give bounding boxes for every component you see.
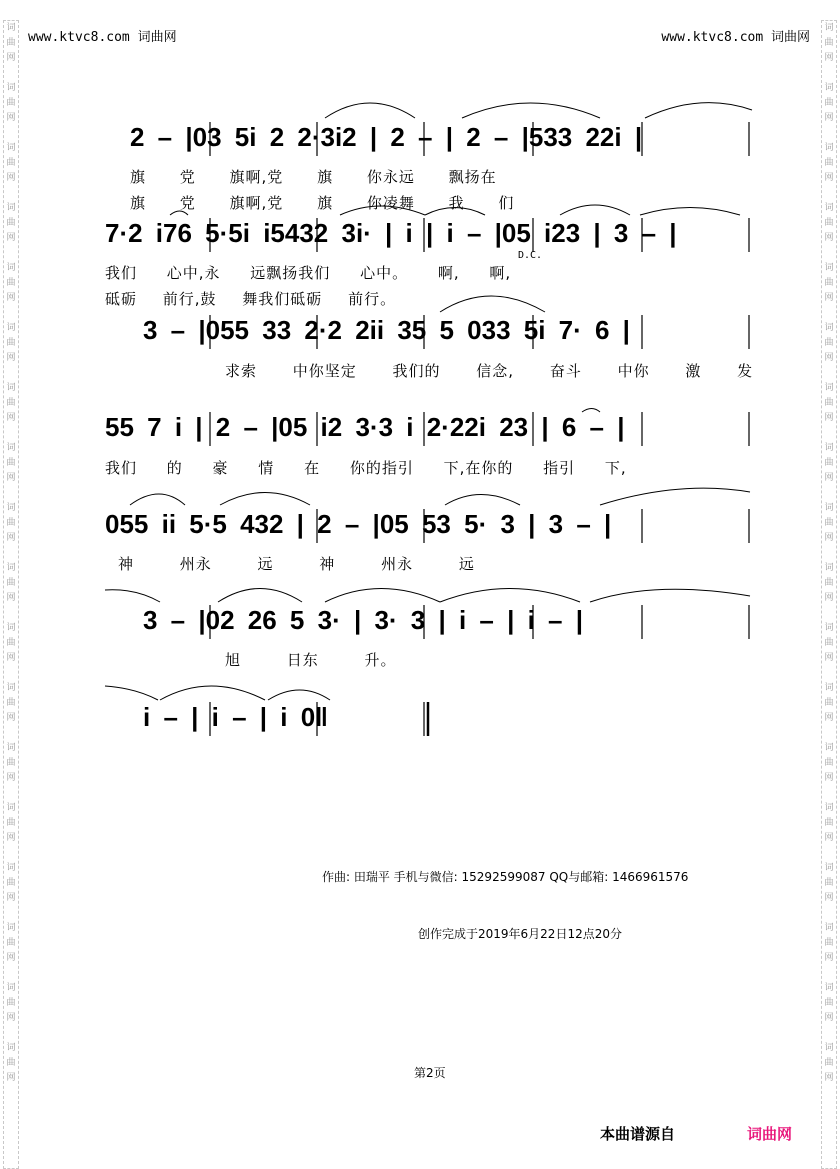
watermark-glyph: 词	[6, 803, 16, 813]
watermark-glyph: 网	[6, 1073, 16, 1083]
watermark-glyph: 网	[6, 113, 16, 123]
watermark-glyph: 词	[824, 803, 834, 813]
watermark-glyph: 词	[824, 203, 834, 213]
watermark-glyph: 词	[6, 923, 16, 933]
watermark-glyph: 网	[824, 713, 834, 723]
watermark-glyph: 词	[824, 83, 834, 93]
watermark-glyph: 曲	[824, 38, 834, 48]
lyric-row-1-verse-1: 旗 党 旗啊,党 旗 你永远 飘扬在	[130, 168, 497, 186]
notation-row-5: 055 ii 5·5 432 | 2 – |05 53 5· 3 | 3 – |	[105, 509, 612, 539]
watermark-glyph: 曲	[6, 758, 16, 768]
header-left-site: www.ktvc8.com 词曲网	[28, 30, 177, 45]
lyric-row-2-verse-2: 砥砺 前行,鼓 舞我们砥砺 前行。	[105, 290, 397, 308]
watermark-glyph: 曲	[824, 638, 834, 648]
watermark-glyph: 网	[6, 533, 16, 543]
watermark-glyph: 词	[6, 443, 16, 453]
watermark-glyph: 词	[824, 143, 834, 153]
page-number: 第2页	[414, 1066, 446, 1080]
header-right-site: www.ktvc8.com 词曲网	[661, 30, 810, 45]
watermark-glyph: 网	[6, 173, 16, 183]
watermark-glyph: 网	[824, 593, 834, 603]
watermark-glyph: 曲	[6, 398, 16, 408]
watermark-glyph: 词	[6, 563, 16, 573]
watermark-glyph: 曲	[6, 578, 16, 588]
watermark-glyph: 网	[824, 413, 834, 423]
watermark-glyph: 曲	[6, 878, 16, 888]
watermark-glyph: 网	[6, 53, 16, 63]
watermark-glyph: 词	[6, 683, 16, 693]
watermark-glyph: 曲	[6, 158, 16, 168]
watermark-glyph: 曲	[6, 98, 16, 108]
completion-date: 创作完成于2019年6月22日12点20分	[418, 927, 622, 941]
dc-marking: D.C.	[518, 250, 543, 261]
source-label: 本曲谱源自	[600, 1125, 676, 1143]
watermark-glyph: 词	[6, 83, 16, 93]
watermark-glyph: 曲	[824, 1058, 834, 1068]
watermark-glyph: 曲	[6, 938, 16, 948]
watermark-glyph: 网	[824, 1013, 834, 1023]
lyric-row-4: 我们 的 豪 情 在 你的指引 下,在你的 指引 下,	[105, 459, 627, 477]
watermark-glyph: 网	[824, 473, 834, 483]
watermark-glyph: 网	[6, 953, 16, 963]
watermark-glyph: 词	[6, 383, 16, 393]
watermark-glyph: 曲	[824, 218, 834, 228]
lyric-row-3: 求索 中你坚定 我们的 信念, 奋斗 中你 激 发	[225, 362, 754, 380]
notation-row-4: 55 7 i | 2 – |05 i2 3·3 i 2·22i 23 | 6 – |	[105, 412, 625, 442]
watermark-glyph: 词	[6, 143, 16, 153]
notation-row-1: 2 – |03 5i 2 2·3i2 | 2 – | 2 – |533 22i |	[130, 122, 643, 152]
lyric-row-6: 旭 日东 升。	[225, 651, 397, 669]
watermark-glyph: 词	[824, 23, 834, 33]
watermark-glyph: 词	[6, 1043, 16, 1053]
watermark-glyph: 词	[824, 683, 834, 693]
watermark-glyph: 曲	[824, 698, 834, 708]
lyric-row-5: 神 州永 远 神 州永 远	[118, 555, 475, 573]
watermark-glyph: 词	[6, 23, 16, 33]
watermark-glyph: 词	[824, 563, 834, 573]
watermark-glyph: 曲	[6, 818, 16, 828]
watermark-glyph: 词	[824, 863, 834, 873]
watermark-glyph: 网	[6, 473, 16, 483]
watermark-glyph: 曲	[6, 278, 16, 288]
watermark-glyph: 词	[824, 323, 834, 333]
watermark-glyph: 网	[824, 773, 834, 783]
watermark-glyph: 网	[824, 953, 834, 963]
watermark-glyph: 网	[824, 833, 834, 843]
watermark-glyph: 词	[6, 203, 16, 213]
watermark-glyph: 曲	[6, 638, 16, 648]
watermark-glyph: 曲	[824, 398, 834, 408]
watermark-glyph: 曲	[6, 998, 16, 1008]
watermark-glyph: 词	[824, 1043, 834, 1053]
watermark-glyph: 网	[6, 233, 16, 243]
watermark-glyph: 网	[6, 413, 16, 423]
watermark-glyph: 网	[824, 653, 834, 663]
watermark-glyph: 网	[824, 893, 834, 903]
watermark-glyph: 网	[6, 1013, 16, 1023]
watermark-glyph: 曲	[824, 98, 834, 108]
watermark-glyph: 曲	[6, 338, 16, 348]
watermark-glyph: 网	[824, 113, 834, 123]
watermark-glyph: 词	[824, 983, 834, 993]
watermark-glyph: 词	[6, 503, 16, 513]
watermark-glyph: 曲	[824, 278, 834, 288]
lyric-row-2-verse-1: 我们 心中,永 远飘扬我们 心中。 啊, 啊,	[105, 264, 512, 282]
watermark-glyph: 曲	[824, 338, 834, 348]
watermark-glyph: 词	[824, 623, 834, 633]
watermark-glyph: 网	[824, 53, 834, 63]
watermark-glyph: 网	[6, 773, 16, 783]
watermark-glyph: 曲	[824, 938, 834, 948]
watermark-glyph: 网	[824, 293, 834, 303]
watermark-glyph: 网	[824, 1073, 834, 1083]
watermark-glyph: 网	[6, 833, 16, 843]
watermark-glyph: 网	[6, 653, 16, 663]
watermark-glyph: 词	[6, 983, 16, 993]
watermark-glyph: 词	[824, 923, 834, 933]
watermark-glyph: 曲	[824, 998, 834, 1008]
watermark-glyph: 曲	[824, 758, 834, 768]
watermark-glyph: 词	[6, 743, 16, 753]
watermark-glyph: 词	[824, 503, 834, 513]
watermark-glyph: 词	[6, 263, 16, 273]
watermark-glyph: 曲	[824, 878, 834, 888]
watermark-glyph: 曲	[6, 218, 16, 228]
notation-row-7: i – | i – | i 0‖	[143, 702, 329, 732]
watermark-glyph: 曲	[6, 38, 16, 48]
watermark-glyph: 词	[824, 443, 834, 453]
watermark-glyph: 网	[6, 713, 16, 723]
watermark-glyph: 曲	[824, 578, 834, 588]
notation-row-6: 3 – |02 26 5 3· | 3· 3 | i – | i – |	[143, 605, 584, 635]
watermark-glyph: 词	[6, 323, 16, 333]
notation-row-3: 3 – |055 33 2·2 2ii 35 5 033 5i 7· 6 |	[143, 315, 630, 345]
watermark-glyph: 曲	[824, 158, 834, 168]
watermark-glyph: 曲	[6, 458, 16, 468]
watermark-glyph: 词	[6, 623, 16, 633]
watermark-glyph: 网	[824, 173, 834, 183]
watermark-glyph: 曲	[6, 1058, 16, 1068]
watermark-glyph: 曲	[824, 458, 834, 468]
composer-credit: 作曲: 田瑞平 手机与微信: 15292599087 QQ与邮箱: 1466961576	[322, 870, 689, 884]
watermark-glyph: 网	[6, 593, 16, 603]
watermark-glyph: 曲	[6, 698, 16, 708]
watermark-glyph: 曲	[6, 518, 16, 528]
watermark-glyph: 词	[6, 863, 16, 873]
watermark-glyph: 曲	[824, 818, 834, 828]
watermark-glyph: 网	[824, 353, 834, 363]
watermark-glyph: 网	[824, 233, 834, 243]
watermark-glyph: 词	[824, 743, 834, 753]
watermark-glyph: 曲	[824, 518, 834, 528]
watermark-glyph: 网	[824, 533, 834, 543]
watermark-glyph: 词	[824, 263, 834, 273]
notation-row-2: 7·2 i76 5·5i i5432 3i· | i | i – |05 i23 | 3 – |	[105, 218, 677, 248]
lyric-row-1-verse-2: 旗 党 旗啊,党 旗 你凌舞 我 们	[130, 194, 515, 212]
watermark-glyph: 网	[6, 353, 16, 363]
watermark-glyph: 词	[824, 383, 834, 393]
watermark-glyph: 网	[6, 893, 16, 903]
source-site-link[interactable]: 词曲网	[747, 1125, 793, 1143]
watermark-glyph: 网	[6, 293, 16, 303]
